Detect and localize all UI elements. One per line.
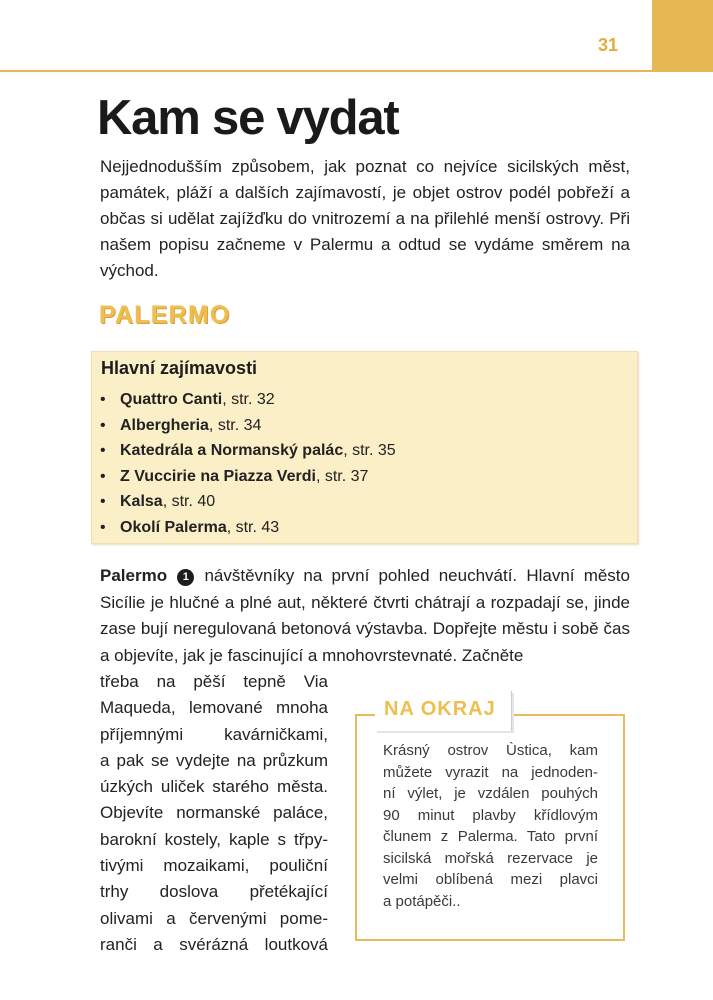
aside-line: sicilská mořská rezervace je: [383, 849, 598, 867]
aside-line: 90 minut plavby křídlovým: [383, 806, 598, 824]
highlight-name: Katedrála a Normanský palác: [120, 442, 344, 460]
highlight-name: Okolí Palerma: [120, 518, 227, 536]
column-text: [100, 669, 328, 958]
aside-line: a potápěči..: [383, 892, 461, 910]
column-line: úzkých uliček starého města.: [100, 777, 328, 797]
highlights-title: Hlavní zajímavosti: [101, 358, 258, 378]
bullet: •: [100, 493, 106, 511]
aside-text: [383, 740, 598, 912]
list-item: [100, 387, 396, 413]
bullet: •: [100, 391, 106, 408]
page-title: Kam se vydat: [97, 91, 399, 145]
column-line: olivami a červenými pome-: [100, 908, 328, 928]
column-line: tivými mozaikami, pouliční: [100, 856, 328, 876]
palermo-paragraph: [100, 563, 630, 669]
list-item: [100, 438, 396, 464]
page-tab: [652, 0, 713, 72]
highlight-page: , str. 37: [315, 467, 369, 485]
list-item: [100, 515, 396, 541]
column-line: příjemnými kavárničkami,: [100, 724, 328, 744]
header-rule: [0, 70, 652, 72]
aside-label-text: NA OKRAJ: [384, 698, 496, 720]
highlight-name: Albergheria: [120, 416, 209, 434]
bullet: •: [100, 467, 106, 485]
aside-line: můžete vyrazit na jednoden-: [383, 763, 598, 781]
bullet: •: [100, 416, 106, 434]
highlight-name: Z Vuccirie na Piazza Verdi: [120, 467, 316, 485]
highlight-name: Kalsa: [120, 493, 163, 511]
highlight-page: , str. 43: [226, 518, 280, 536]
bullet: •: [100, 442, 106, 460]
column-line: a pak se vydejte na průzkum: [100, 750, 328, 770]
highlights-list: [100, 387, 396, 541]
highlight-name: Quattro Canti: [120, 391, 223, 408]
list-item: [100, 489, 396, 515]
list-item: [100, 413, 396, 439]
column-line: trhy doslova přetékající: [100, 882, 328, 902]
aside-line: člunem z Palerma. Tato první: [383, 828, 598, 845]
column-line: třeba na pěší tepně Via: [100, 672, 328, 691]
column-line: barokní kostely, kaple s třpy-: [100, 829, 328, 849]
aside-line: Krásný ostrov Ùstica, kam: [383, 742, 598, 759]
list-item: [100, 464, 396, 490]
section-heading: PALERMO: [99, 301, 231, 329]
highlight-page: , str. 34: [208, 416, 262, 434]
aside-line: ní výlet, je vzdálen pouhých: [383, 785, 598, 802]
page-number: 31: [598, 35, 619, 55]
aside-label: [375, 691, 512, 731]
intro-paragraph: Nejjednodušším způsobem, jak poznat co nejvíce sicilských měst, památek, pláží a dalších zajímavostí, je objet ostrov podél pobřeží a občas si udělat zajížďku do vnitrozemí a na přilehlé menší ostrovy. Při našem popisu začneme v Palermu a odtud se vydáme směrem na východ.: [100, 157, 630, 280]
column-line: Objevíte normanské paláce,: [100, 803, 328, 823]
paragraph-text: návštěvníky na první pohled neuchvátí. Hlavní město Sicílie je hlučné a plné aut, některé čtvrti chátrají a rozpadají se, jinde zase bují neregulovaná betonová výstavba. Dopřejte městu i sobě čas a objevíte, jak je fascinující a mnohovrstevnaté. Začněte: [100, 566, 630, 665]
aside-line: velmi oblíbená mezi plavci: [383, 871, 598, 888]
highlight-page: , str. 35: [343, 442, 396, 460]
highlights-box: [91, 351, 638, 544]
highlight-page: , str. 32: [222, 391, 275, 408]
bullet: •: [100, 518, 106, 536]
column-line: ranči a svérázná loutková: [100, 934, 328, 954]
map-marker-icon: 1: [177, 569, 194, 586]
column-line: Maqueda, lemované mnoha: [100, 698, 328, 718]
lead-word: Palermo: [100, 566, 168, 585]
highlight-page: , str. 40: [162, 493, 216, 511]
